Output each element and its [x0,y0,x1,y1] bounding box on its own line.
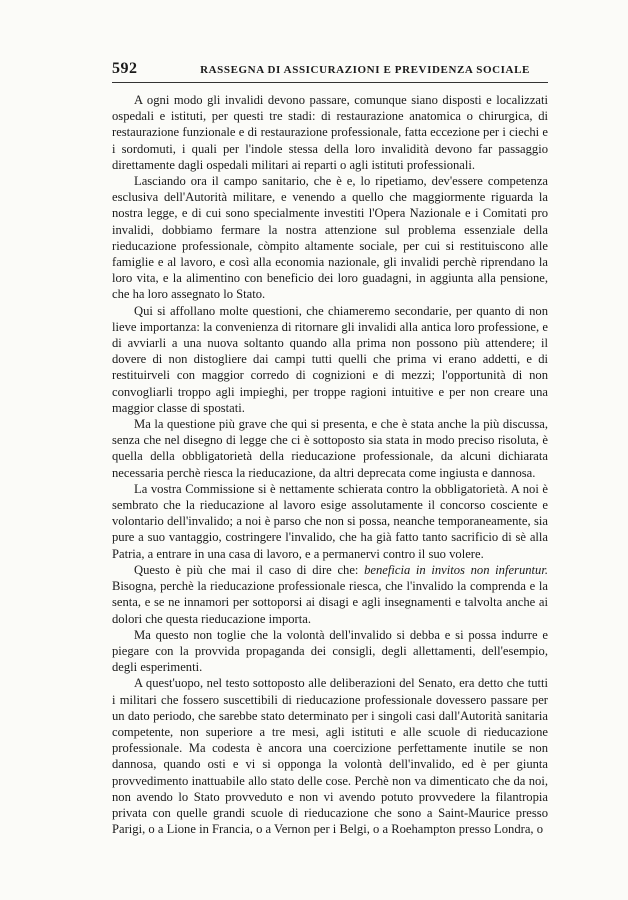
running-title: RASSEGNA DI ASSICURAZIONI E PREVIDENZA SOCIALE [200,64,530,76]
paragraph-text: Questo è più che mai il caso di dire che: [134,562,365,577]
body-text [112,92,548,837]
paragraph: La vostra Commissione si è nettamente schierata contro la obbligatorietà. A noi è sembrato che la rieducazione al lavoro esige assolutamente il concorso cosciente e volontario dell'invalido; a noi è parso che non si possa, neanche temporaneamente, sia pure a suo vantaggio, costringere l'invalido, che ha già fatto tanto sacrificio di sè alla Patria, a entrare in una casa di lavoro, e a permanervi contro il suo volere. [112,481,548,561]
paragraph [112,562,548,627]
header-rule [112,82,548,83]
latin-quote: beneficia in invitos non inferuntur. [364,562,548,577]
paragraph-text: Bisogna, perchè la rieducazione professionale riesca, che l'invalido la comprenda e la senta, e se ne innamori per sottoporsi ai disagi e agli insegnamenti e talvolta anche ai dolori che questa rieducazione importa. [112,579,548,626]
paragraph: Lasciando ora il campo sanitario, che è e, lo ripetiamo, dev'essere competenza esclusiva dell'Autorità militare, e venendo a quello che maggiormente riguarda la nostra legge, e di cui sono specialmente investiti l'Opera Nazionale e i Comitati pro invalidi, dobbiamo fermare la nostra attenzione sul problema essenziale della rieducazione professionale, còmpito altamente sociale, per cui si restituiscono alle famiglie e al lavoro, e così alla economia nazionale, gli invalidi perchè riprendano la loro vita, e la alimentino con beneficio dei loro guadagni, in aggiunta alla pensione, che ha loro assegnato lo Stato. [112,174,548,302]
paragraph: A quest'uopo, nel testo sottoposto alle deliberazioni del Senato, era detto che tutti i militari che fossero suscettibili di rieducazione professionale dovessero passare per un dato periodo, che sarebbe stato determinato per i singoli casi dall'Autorità sanitaria competente, non superiore a tre mesi, agli istituti e alle scuole di rieducazione professionale. Ma codesta è ancora una coercizione perfettamente inutile se non dannosa, quando osti e vi si opponga la volontà dell'invalido, ed è per giunta provvedimento inattuabile allo stato delle cose. Perchè non va dimenticato che da noi, non avendo lo Stato provveduto e non vi avendo potuto provvedere la filantropia privata con quelle grandi scuole di rieducazione che sono a Saint-Maurice presso Parigi, o a Lione in Francia, o a Vernon per i Belgi, o a Roehampton presso Londra, o [112,676,548,837]
paragraph: Ma questo non toglie che la volontà dell'invalido si debba e si possa indurre e piegare con la provvida propaganda dei consigli, degli allettamenti, dell'esempio, degli esperimenti. [112,627,548,675]
page-header [112,60,548,80]
paragraph: A ogni modo gli invalidi devono passare, comunque siano disposti e localizzati ospedali e istituti, per questi tre stadi: di restaurazione anatomica o chirurgica, di restaurazione funzionale e di restaurazione professionale, fatta eccezione per i ciechi e i sordomuti, i quali per l'indole stessa della loro invalidità devono far passaggio direttamente dagli ospedali militari ai reparti o agli istituti professionali. [112,93,548,172]
paragraph: Ma la questione più grave che qui si presenta, e che è stata anche la più discussa, senza che nel disegno di legge che ci è sottoposto sia stata in modo preciso risoluta, è quella della obbligatorietà della rieducazione professionale, da alcuni dichiarata necessaria perchè riesca la rieducazione, da altri deprecata come ingiusta e dannosa. [112,417,548,480]
page-number: 592 [112,60,138,77]
paragraph: Qui si affollano molte questioni, che chiameremo secondarie, per quanto di non lieve importanza: la convenienza di ritornare gli invalidi alla antica loro professione, e di avviarli a una nuova soltanto quando alla prima non possono più attendere; il dovere di non distogliere dai campi tutti quelli che prima vi erano addetti, e di restituirveli con maggior corredo di cognizioni e di mezzi; l'opportunità di non convogliarli troppo agli impieghi, per troppe ragioni intuitive e per non creare una maggior classe di spostati. [112,303,548,415]
